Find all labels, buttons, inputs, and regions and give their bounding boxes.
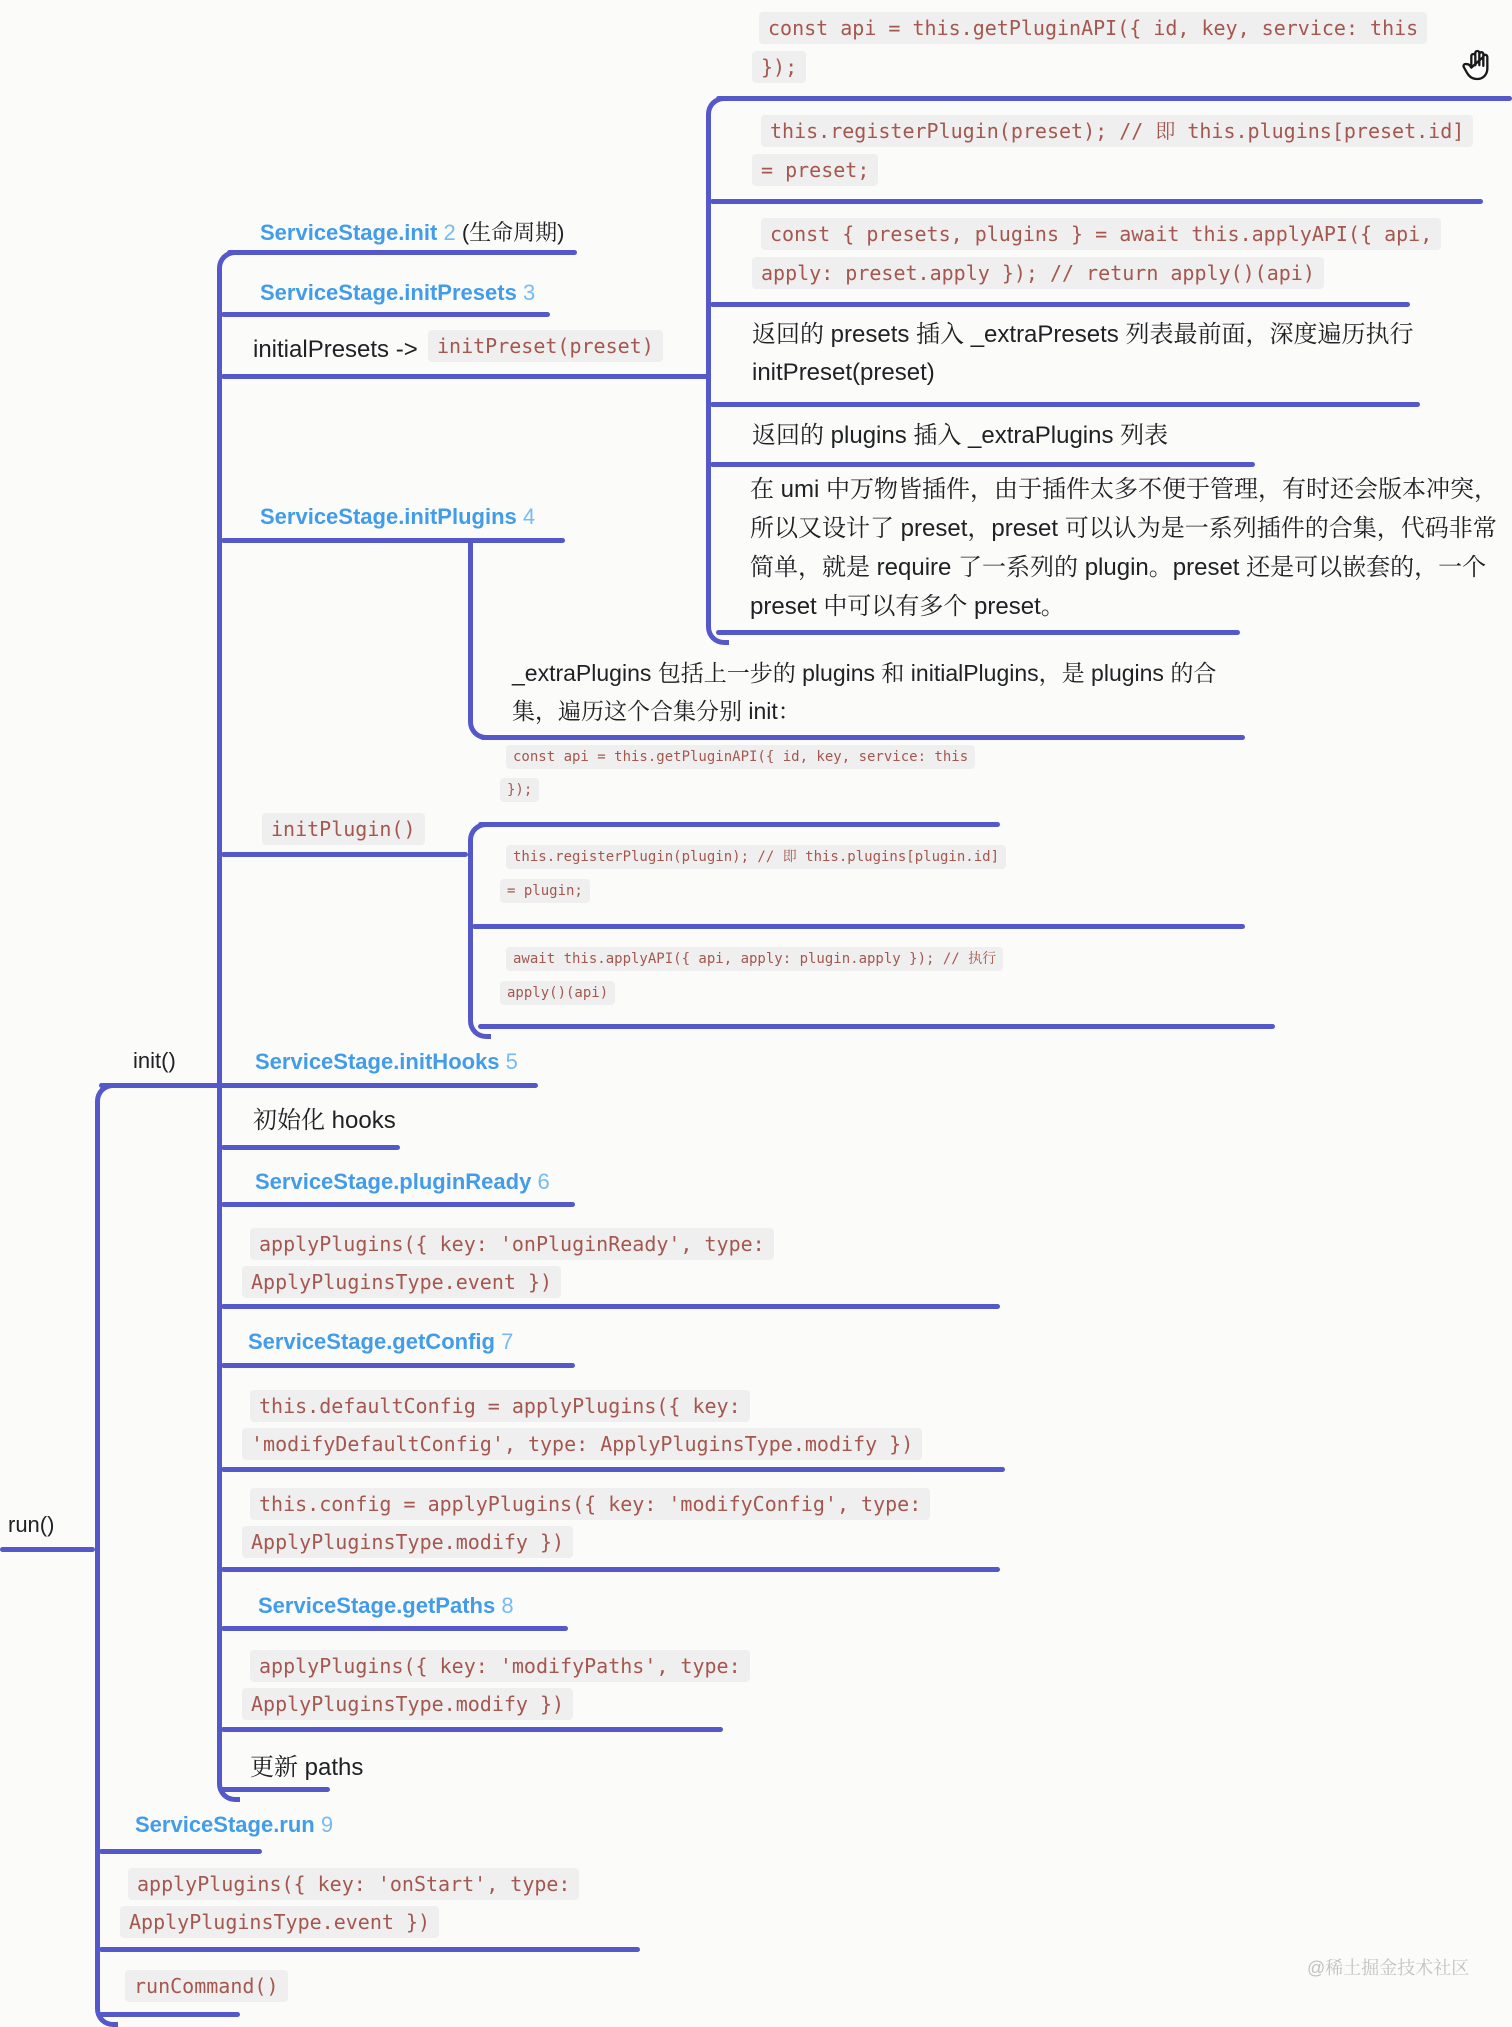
node-runcommand-call[interactable]: runCommand() <box>125 1970 288 2002</box>
branch-underline <box>478 1024 1275 1029</box>
branch-underline <box>221 1626 568 1631</box>
branch-underline <box>221 1567 1000 1572</box>
note-line: 所以又设计了 preset，preset 可以认为是一系列插件的合集，代码非常 <box>750 515 1497 542</box>
branch-underline <box>99 1849 262 1854</box>
node-onstart-code-line2[interactable]: ApplyPluginsType.event }) <box>120 1906 439 1938</box>
stage-name: ServiceStage.initPlugins <box>260 504 517 529</box>
node-paths-code-line2[interactable]: ApplyPluginsType.modify }) <box>242 1688 573 1720</box>
stage-number: 7 <box>501 1329 514 1354</box>
branch-underline <box>716 630 1240 635</box>
node-plugin-applyapi-line2[interactable]: apply()(api) <box>500 981 615 1005</box>
node-note-plugins[interactable]: 返回的 plugins 插入 _extraPlugins 列表 <box>752 422 1169 449</box>
stage-name: ServiceStage.run <box>135 1812 315 1837</box>
branch-underline <box>221 1787 330 1792</box>
stage-name: ServiceStage.initHooks <box>255 1049 500 1074</box>
branch-spine-plugin-children <box>468 822 491 1039</box>
node-initial-presets-label[interactable]: initialPresets -> <box>253 336 418 363</box>
node-servicestage-pluginready[interactable] <box>255 1169 550 1195</box>
node-preset-registerplugin-line1[interactable]: this.registerPlugin(preset); // 即 this.plugins[preset.id] <box>761 115 1473 147</box>
node-servicestage-getpaths[interactable] <box>258 1593 514 1619</box>
branch-underline <box>221 374 710 379</box>
node-extra-plugins-note[interactable] <box>512 654 1216 730</box>
stage-number: 8 <box>501 1593 514 1618</box>
stage-name: ServiceStage.pluginReady <box>255 1169 532 1194</box>
node-config-code-line1[interactable]: this.config = applyPlugins({ key: 'modifyConfig', type: <box>250 1488 930 1520</box>
stage-suffix: (生命周期) <box>461 220 565 245</box>
branch-underline <box>710 462 1255 467</box>
stage-number: 2 <box>443 220 456 245</box>
node-preset-registerplugin-line2[interactable]: = preset; <box>752 154 878 186</box>
node-pluginready-code-line2[interactable]: ApplyPluginsType.event }) <box>242 1266 561 1298</box>
node-initplugin-call[interactable]: initPlugin() <box>262 813 425 845</box>
branch-underline <box>0 1547 95 1552</box>
branch-underline <box>710 402 1420 407</box>
note-line: preset 中可以有多个 preset。 <box>750 593 1065 620</box>
branch-underline <box>221 1304 1000 1309</box>
branch-underline <box>480 735 1245 740</box>
branch-underline <box>472 924 1245 929</box>
node-plugin-getpluginapi-line1[interactable]: const api = this.getPluginAPI({ id, key, service: this <box>506 745 975 769</box>
grab-hand-icon <box>1458 46 1498 91</box>
node-preset-applyapi-line1[interactable]: const { presets, plugins } = await this.applyAPI({ api, <box>761 218 1441 250</box>
node-plugin-applyapi-line1[interactable]: await this.applyAPI({ api, apply: plugin.apply }); // 执行 <box>506 947 1003 971</box>
stage-number: 6 <box>537 1169 550 1194</box>
watermark-juejin: @稀土掘金技术社区 <box>1307 1958 1470 1978</box>
branch-underline <box>99 1083 538 1088</box>
node-plugin-getpluginapi-line2[interactable]: }); <box>500 778 539 802</box>
branch-underline <box>221 1727 723 1732</box>
stage-number: 9 <box>320 1812 334 1837</box>
node-servicestage-inithooks[interactable] <box>255 1049 518 1075</box>
branch-underline <box>99 1947 640 1952</box>
node-onstart-code-line1[interactable]: applyPlugins({ key: 'onStart', type: <box>128 1868 579 1900</box>
node-preset-applyapi-line2[interactable]: apply: preset.apply }); // return apply()(api) <box>752 257 1324 289</box>
stage-number: 5 <box>505 1049 518 1074</box>
node-preset-getpluginapi-line1[interactable]: const api = this.getPluginAPI({ id, key, service: this <box>759 12 1427 44</box>
branch-underline <box>221 1145 400 1150</box>
node-plugin-registerplugin-line2[interactable]: = plugin; <box>500 879 590 903</box>
branch-underline <box>99 2012 240 2017</box>
branch-underline <box>221 852 468 857</box>
branch-underline <box>710 302 1410 307</box>
branch-underline <box>221 1202 575 1207</box>
node-about-preset[interactable] <box>750 470 1498 626</box>
node-servicestage-initpresets[interactable] <box>260 280 535 306</box>
stage-name: ServiceStage.getPaths <box>258 1593 496 1618</box>
node-pluginready-code-line1[interactable]: applyPlugins({ key: 'onPluginReady', type: <box>250 1228 774 1260</box>
branch-underline <box>221 1363 575 1368</box>
stage-name: ServiceStage.initPresets <box>260 280 517 305</box>
note-line: 集，遍历这个合集分别 init： <box>512 698 801 724</box>
branch-connector-extra-plugins <box>468 538 491 740</box>
branch-underline <box>227 250 577 255</box>
note-line: 简单，就是 require 了一系列的 plugin。preset 还是可以嵌套的，一个 <box>750 554 1487 581</box>
node-init-hooks-note[interactable]: 初始化 hooks <box>253 1107 396 1134</box>
node-servicestage-initplugins[interactable] <box>260 504 535 530</box>
branch-underline <box>478 822 1000 827</box>
node-defaultconfig-code-line1[interactable]: this.defaultConfig = applyPlugins({ key: <box>250 1390 750 1422</box>
node-run[interactable]: run() <box>8 1512 55 1537</box>
note-line: initPreset(preset) <box>752 359 935 386</box>
node-paths-code-line1[interactable]: applyPlugins({ key: 'modifyPaths', type: <box>250 1650 750 1682</box>
node-defaultconfig-code-line2[interactable]: 'modifyDefaultConfig', type: ApplyPluginsType.modify }) <box>242 1428 922 1460</box>
note-line: 在 umi 中万物皆插件，由于插件太多不便于管理，有时还会版本冲突， <box>750 476 1499 503</box>
node-servicestage-run[interactable] <box>135 1812 333 1838</box>
branch-spine-run-children <box>95 1083 118 2027</box>
stage-number: 4 <box>522 504 536 529</box>
branch-underline <box>716 96 1512 101</box>
node-config-code-line2[interactable]: ApplyPluginsType.modify }) <box>242 1526 573 1558</box>
node-servicestage-init[interactable] <box>260 216 564 247</box>
branch-spine-preset-children <box>706 96 729 645</box>
stage-name: ServiceStage.init <box>260 220 438 245</box>
node-preset-getpluginapi-line2[interactable]: }); <box>752 51 806 83</box>
node-servicestage-getconfig[interactable] <box>248 1329 513 1355</box>
node-init[interactable]: init() <box>133 1048 176 1073</box>
node-note-presets[interactable] <box>752 316 1413 392</box>
branch-underline <box>221 1467 1005 1472</box>
stage-name: ServiceStage.getConfig <box>248 1329 495 1354</box>
branch-underline <box>221 312 550 317</box>
stage-number: 3 <box>522 280 536 305</box>
node-plugin-registerplugin-line1[interactable]: this.registerPlugin(plugin); // 即 this.plugins[plugin.id] <box>506 845 1006 869</box>
note-line: 返回的 presets 插入 _extraPresets 列表最前面，深度遍历执行 <box>752 321 1414 348</box>
node-initpreset-call[interactable]: initPreset(preset) <box>428 330 663 362</box>
branch-underline <box>710 199 1483 204</box>
note-line: _extraPlugins 包括上一步的 plugins 和 initialPlugins，是 plugins 的合 <box>512 660 1217 686</box>
branch-underline <box>221 538 565 543</box>
node-update-paths-note[interactable]: 更新 paths <box>250 1754 364 1781</box>
